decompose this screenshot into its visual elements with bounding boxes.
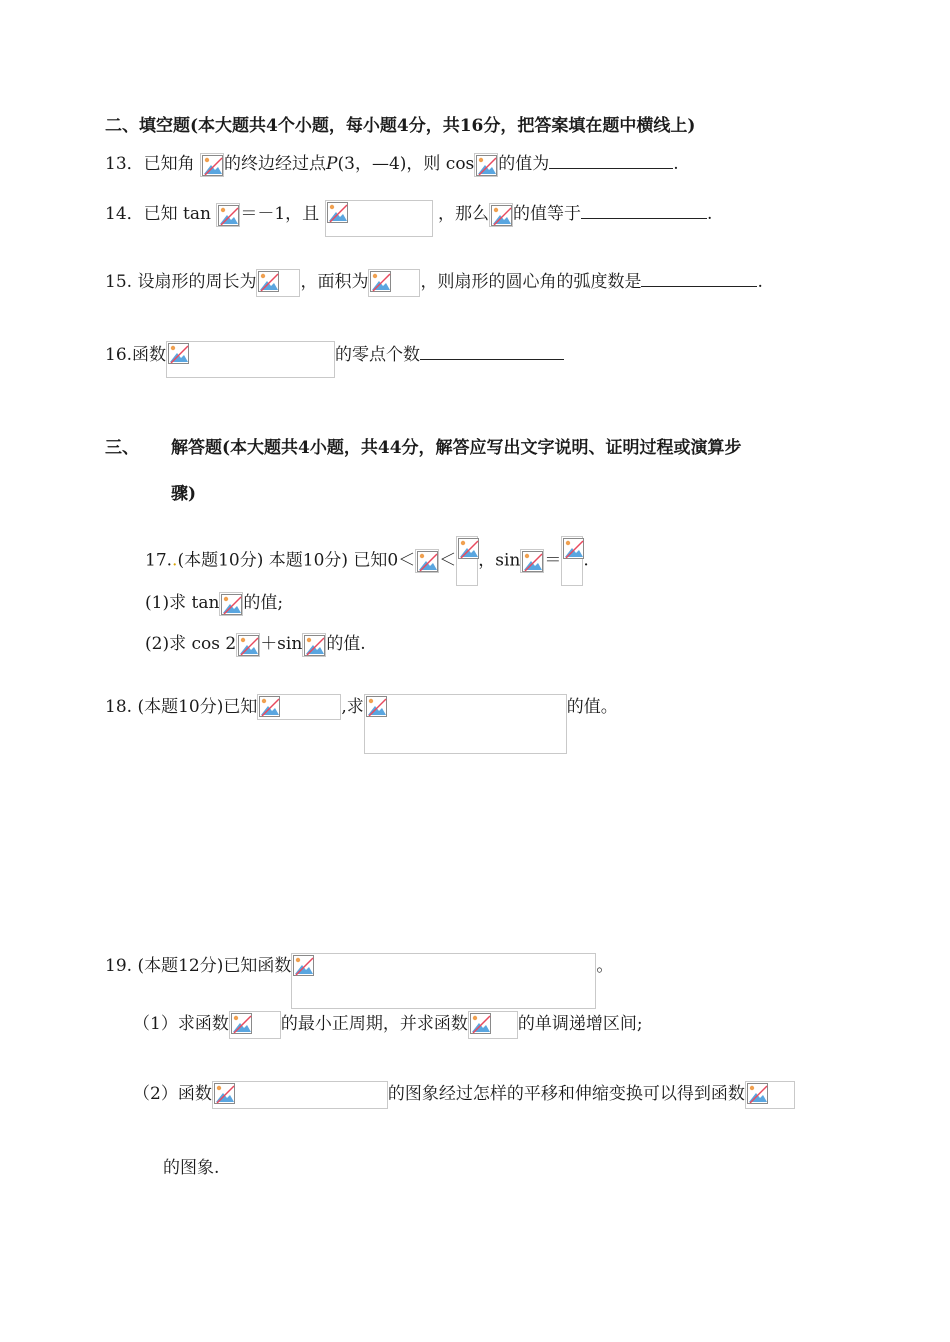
formula-image bbox=[166, 341, 335, 378]
question-17-part1: (1)求 tan 的值; bbox=[145, 591, 283, 616]
broken-image-icon bbox=[238, 635, 260, 657]
broken-image-icon bbox=[366, 696, 388, 718]
broken-image-icon bbox=[259, 696, 281, 718]
answer-blank bbox=[641, 268, 757, 287]
answer-blank bbox=[420, 341, 564, 360]
answer-blank bbox=[549, 150, 673, 169]
broken-image-icon bbox=[168, 343, 190, 365]
broken-image-icon bbox=[491, 205, 513, 227]
question-17: 17..(本题10分) 本题10分) 已知0＜ ＜ ，sin ＝ . bbox=[145, 536, 589, 586]
section3-heading: 解答题(本大题共4小题，共44分，解答应写出文字说明、证明过程或演算步 bbox=[171, 438, 742, 458]
question-17-part2: (2)求 cos 2 ＋sin 的值. bbox=[145, 632, 366, 657]
formula-image bbox=[256, 269, 300, 297]
formula-image bbox=[415, 549, 439, 573]
section3-heading-cont: 骤) bbox=[171, 484, 197, 504]
formula-image bbox=[474, 153, 498, 177]
formula-image bbox=[200, 153, 224, 177]
section3-number: 三、 bbox=[105, 438, 139, 458]
broken-image-icon bbox=[293, 955, 315, 977]
formula-image bbox=[489, 203, 513, 227]
question-16: 16.函数 的零点个数 bbox=[105, 341, 564, 378]
formula-image bbox=[368, 269, 420, 297]
formula-image bbox=[520, 549, 544, 573]
question-19-part2: （2）函数 的图象经过怎样的平移和伸缩变换可以得到函数 bbox=[133, 1081, 795, 1109]
broken-image-icon bbox=[476, 155, 498, 177]
question-15: 15. 设扇形的周长为 ，面积为 ，则扇形的圆心角的弧度数是 . bbox=[105, 268, 763, 297]
formula-image bbox=[468, 1011, 518, 1039]
answer-blank bbox=[581, 200, 707, 219]
formula-image bbox=[236, 633, 260, 657]
broken-image-icon bbox=[218, 205, 240, 227]
formula-image bbox=[456, 536, 478, 586]
formula-image bbox=[302, 633, 326, 657]
formula-image bbox=[216, 203, 240, 227]
broken-image-icon bbox=[214, 1083, 236, 1105]
broken-image-icon bbox=[231, 1013, 253, 1035]
question-13: 13．已知角 的终边经过点P(3，—4)，则 cos 的值为 . bbox=[105, 150, 679, 177]
broken-image-icon bbox=[563, 538, 585, 560]
question-19-part2-cont: 的图象. bbox=[163, 1158, 220, 1178]
formula-image bbox=[561, 536, 583, 586]
formula-image bbox=[364, 694, 567, 754]
broken-image-icon bbox=[458, 538, 480, 560]
question-14: 14．已知 tan ＝－1，且 ，那么 的值等于 . bbox=[105, 200, 712, 237]
broken-image-icon bbox=[470, 1013, 492, 1035]
question-19: 19. (本题12分)已知函数 。 bbox=[105, 953, 613, 1009]
broken-image-icon bbox=[327, 202, 349, 224]
formula-image bbox=[257, 694, 341, 720]
question-18: 18. (本题10分)已知 ,求 的值。 bbox=[105, 694, 618, 754]
broken-image-icon bbox=[202, 155, 224, 177]
broken-image-icon bbox=[522, 551, 544, 573]
broken-image-icon bbox=[370, 271, 392, 293]
broken-image-icon bbox=[221, 594, 243, 616]
formula-image bbox=[325, 200, 433, 237]
formula-image bbox=[291, 953, 596, 1009]
formula-image bbox=[212, 1081, 388, 1109]
question-19-part1: （1）求函数 的最小正周期，并求函数 的单调递增区间; bbox=[133, 1011, 643, 1039]
broken-image-icon bbox=[747, 1083, 769, 1105]
broken-image-icon bbox=[258, 271, 280, 293]
formula-image bbox=[219, 592, 243, 616]
broken-image-icon bbox=[417, 551, 439, 573]
broken-image-icon bbox=[304, 635, 326, 657]
formula-image bbox=[229, 1011, 281, 1039]
section2-heading: 二、填空题(本大题共4个小题，每小题4分，共16分，把答案填在题中横线上) bbox=[105, 116, 696, 136]
formula-image bbox=[745, 1081, 795, 1109]
